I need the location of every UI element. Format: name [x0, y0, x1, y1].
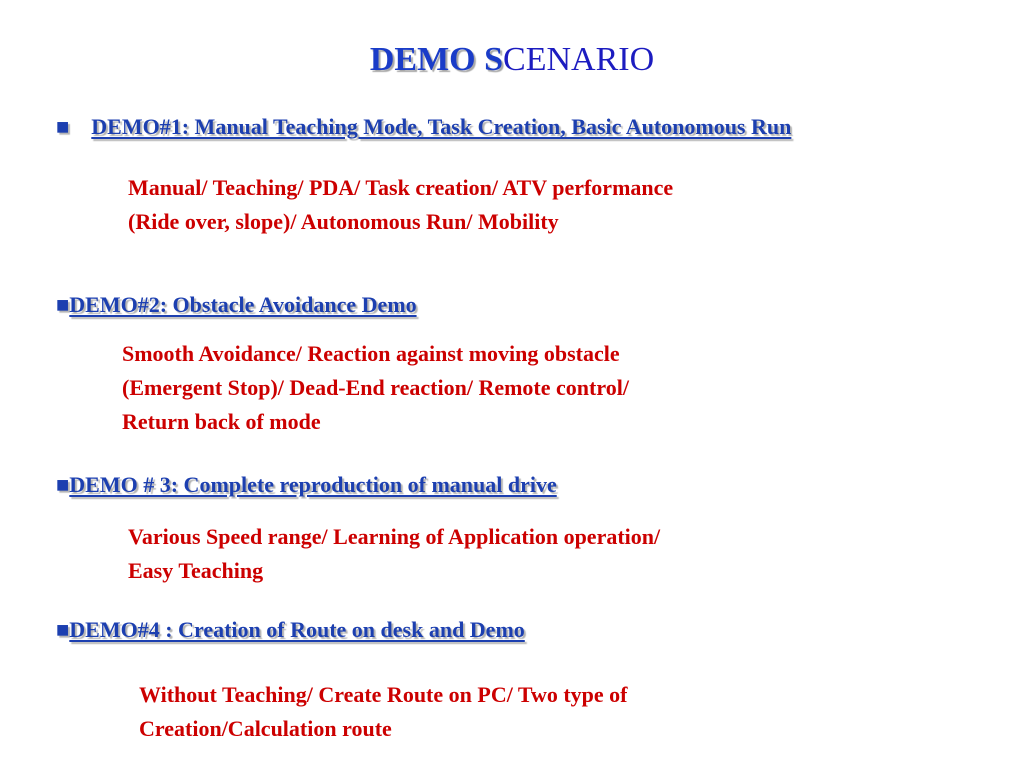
demo-2-description [122, 337, 629, 439]
demo-3-description [128, 520, 660, 588]
demo-1-heading-text: DEMO#1: Manual Teaching Mode, Task Creation, Basic Autonomous Run [91, 114, 792, 139]
demo-4-line-1: Without Teaching/ Create Route on PC/ Two type of [139, 682, 628, 707]
demo-4-line-2: Creation/Calculation route [139, 716, 392, 741]
demo-4-description [139, 678, 628, 746]
demo-1-heading [56, 112, 791, 142]
square-bullet-icon: ■ [56, 292, 70, 317]
demo-2-line-3: Return back of mode [122, 409, 321, 434]
demo-3-line-1: Various Speed range/ Learning of Application operation/ [128, 524, 661, 549]
title-part-1: DEMO S [369, 41, 504, 78]
demo-3-heading-text: DEMO # 3: Complete reproduction of manual drive [69, 472, 557, 497]
demo-4-heading [56, 615, 525, 645]
demo-1-line-1: Manual/ Teaching/ PDA/ Task creation/ ATV performance [128, 175, 674, 200]
demo-2-heading [56, 290, 417, 320]
demo-3-heading [56, 470, 557, 500]
square-bullet-icon: ■ [56, 472, 70, 497]
demo-1-description [128, 171, 673, 239]
title-part-2: CENARIO [503, 41, 655, 78]
demo-2-heading-text: DEMO#2: Obstacle Avoidance Demo [69, 292, 417, 317]
demo-2-line-2: (Emergent Stop)/ Dead-End reaction/ Remote control/ [122, 375, 629, 400]
square-bullet-icon: ■ [56, 114, 70, 139]
demo-4-heading-text: DEMO#4 : Creation of Route on desk and Demo [69, 617, 525, 642]
demo-3-line-2: Easy Teaching [128, 558, 264, 583]
demo-1-line-2: (Ride over, slope)/ Autonomous Run/ Mobility [128, 209, 559, 234]
square-bullet-icon: ■ [56, 617, 70, 642]
page-title [0, 36, 1024, 84]
demo-2-line-1: Smooth Avoidance/ Reaction against moving obstacle [122, 341, 620, 366]
